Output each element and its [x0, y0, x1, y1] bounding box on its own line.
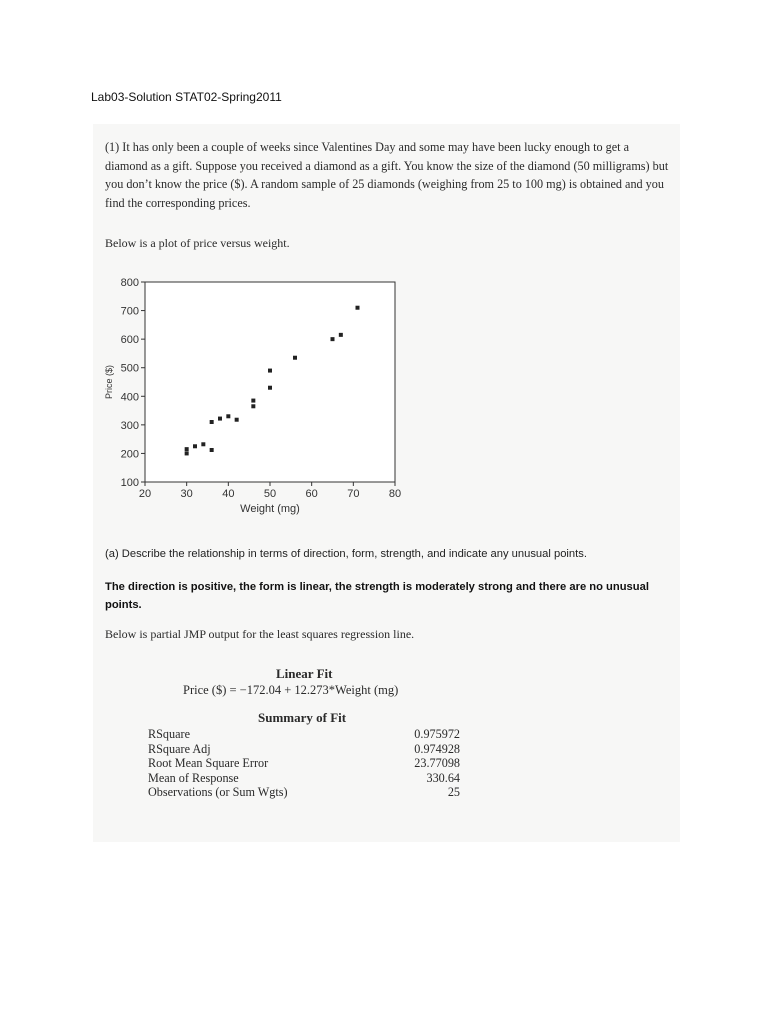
y-tick-label: 200: [120, 448, 139, 461]
summary-label: Observations (or Sum Wgts): [148, 785, 288, 799]
problem-intro: (1) It has only been a couple of weeks since Valentines Day and some may have been lucky enough to get a diamond as a gift. Suppose you received a diamond as a gift. You know the size of the diamond (50 milligrams) but you don’t know the price ($). A random sample of 25 diamonds (weighing from 25 to 100 mg) is obtained and you find the corresponding prices.: [105, 140, 669, 210]
data-point: [251, 399, 255, 403]
data-point: [226, 414, 230, 418]
y-axis-label: Price ($): [104, 364, 114, 400]
plot-frame: [145, 282, 395, 482]
data-point: [331, 337, 335, 341]
answer-a: The direction is positive, the form is linear, the strength is moderately strong and there are no unusual points.: [105, 581, 649, 611]
data-point: [268, 369, 272, 373]
summary-row: [148, 727, 460, 742]
y-axis: [121, 277, 145, 489]
data-point: [210, 448, 214, 452]
summary-value: 23.77098: [414, 756, 460, 770]
document-title: Lab03-Solution STAT02-Spring2011: [91, 90, 282, 104]
data-point: [293, 356, 297, 360]
summary-table: [148, 727, 460, 800]
x-tick-label: 40: [222, 488, 235, 500]
plot-intro: Below is a plot of price versus weight.: [105, 236, 290, 250]
x-tick-label: 60: [305, 488, 318, 500]
linear-fit-title: Linear Fit: [276, 666, 333, 681]
data-point: [185, 447, 189, 451]
y-tick-label: 100: [120, 477, 139, 489]
output-intro: Below is partial JMP output for the least squares regression line.: [105, 627, 415, 641]
regression-equation: Price ($) = −172.04 + 12.273*Weight (mg): [183, 683, 399, 697]
data-point: [193, 444, 197, 448]
data-point: [356, 306, 360, 310]
x-tick-label: 50: [263, 488, 277, 500]
data-point: [339, 333, 343, 337]
y-tick-label: 400: [120, 391, 139, 404]
x-axis: [139, 482, 401, 500]
x-axis-label: Weight (mg): [240, 503, 300, 515]
summary-row: [148, 785, 460, 800]
scatter-chart: [100, 272, 410, 522]
summary-label: RSquare Adj: [148, 741, 211, 756]
x-tick-label: 30: [180, 488, 193, 500]
summary-value: 0.975972: [414, 727, 460, 741]
y-tick-label: 800: [120, 277, 139, 289]
y-tick-label: 700: [120, 305, 139, 318]
summary-label: RSquare: [148, 727, 190, 741]
x-tick-label: 70: [347, 488, 360, 500]
question-a: (a) Describe the relationship in terms of direction, form, strength, and indicate any unusual points.: [105, 548, 587, 560]
summary-value: 330.64: [426, 770, 460, 785]
summary-row: [148, 771, 460, 786]
y-tick-label: 300: [120, 419, 139, 432]
summary-of-fit-title: Summary of Fit: [258, 710, 347, 725]
data-point: [201, 442, 205, 446]
x-tick-label: 20: [138, 488, 152, 500]
summary-label: Mean of Response: [148, 770, 239, 785]
x-tick-label: 80: [388, 488, 402, 500]
summary-row: [148, 742, 460, 757]
data-point: [268, 386, 272, 390]
y-tick-label: 500: [120, 362, 139, 375]
data-point: [210, 420, 214, 424]
y-tick-label: 600: [120, 334, 139, 347]
data-point: [185, 451, 189, 455]
data-point: [218, 417, 222, 421]
summary-value: 25: [447, 785, 460, 799]
summary-label: Root Mean Square Error: [148, 756, 269, 770]
summary-row: [148, 756, 460, 771]
summary-value: 0.974928: [414, 741, 460, 756]
data-point: [251, 404, 255, 408]
data-point: [235, 418, 239, 422]
